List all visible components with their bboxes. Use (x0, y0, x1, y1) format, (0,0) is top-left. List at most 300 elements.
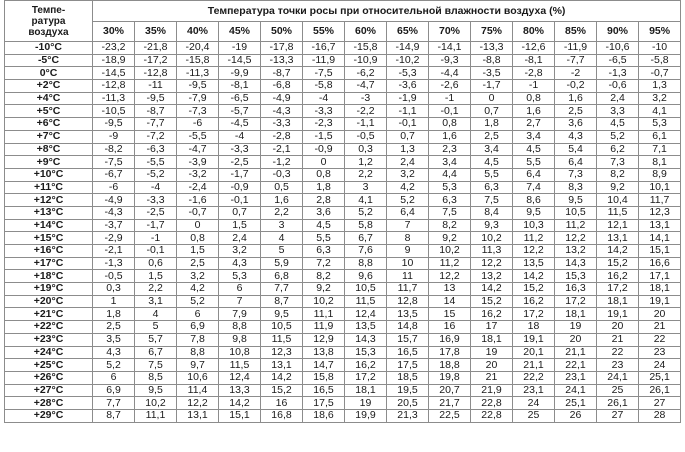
dew-point-cell: 6,7 (345, 232, 387, 245)
dew-point-cell: 5,8 (345, 219, 387, 232)
dew-point-cell: 0 (177, 219, 219, 232)
dew-point-cell: 17,2 (345, 371, 387, 384)
dew-point-cell: 20,1 (513, 346, 555, 359)
air-temperature-cell: +11°C (5, 181, 93, 194)
dew-point-cell: 13,1 (177, 409, 219, 422)
dew-point-cell: 15,8 (303, 371, 345, 384)
dew-point-cell: -12,8 (93, 80, 135, 93)
dew-point-cell: 14,1 (639, 232, 681, 245)
dew-point-cell: -10,2 (387, 54, 429, 67)
dew-point-cell: -1,6 (177, 194, 219, 207)
dew-point-cell: 7 (387, 219, 429, 232)
dew-point-cell: -1 (513, 80, 555, 93)
dew-point-cell: 2,5 (177, 257, 219, 270)
dew-point-cell: 1,3 (387, 143, 429, 156)
dew-point-cell: 22,8 (471, 409, 513, 422)
dew-point-cell: 6,2 (597, 143, 639, 156)
dew-point-cell: 4,3 (219, 257, 261, 270)
dew-point-cell: 12,3 (639, 206, 681, 219)
dew-point-cell: 19,1 (597, 308, 639, 321)
dew-point-cell: 8,2 (429, 219, 471, 232)
dew-point-cell: -10 (639, 42, 681, 55)
dew-point-cell: -13,3 (261, 54, 303, 67)
dew-point-cell: -21,8 (135, 42, 177, 55)
dew-point-cell: 10,2 (303, 295, 345, 308)
table-row (5, 54, 681, 67)
table-row (5, 181, 681, 194)
dew-point-cell: 24 (513, 397, 555, 410)
dew-point-cell: 6 (93, 371, 135, 384)
dew-point-cell: 19 (555, 321, 597, 334)
dew-point-cell: 20 (597, 321, 639, 334)
dew-point-cell: 4,5 (597, 118, 639, 131)
dew-point-cell: -20,4 (177, 42, 219, 55)
table-row (5, 245, 681, 258)
humidity-header-cell: 35% (135, 21, 177, 42)
dew-point-cell: 12,2 (429, 270, 471, 283)
dew-point-cell: 7,7 (261, 283, 303, 296)
dew-point-cell: -10,6 (597, 42, 639, 55)
table-row (5, 270, 681, 283)
dew-point-cell: 8,1 (639, 156, 681, 169)
dew-point-cell: 10,5 (345, 283, 387, 296)
air-temperature-cell: +9°C (5, 156, 93, 169)
dew-point-cell: 10,1 (639, 181, 681, 194)
table-row (5, 346, 681, 359)
dew-point-cell: 11,5 (597, 206, 639, 219)
dew-point-cell: -5,8 (303, 80, 345, 93)
dew-point-cell: 15,2 (261, 384, 303, 397)
table-row (5, 321, 681, 334)
dew-point-cell: 25,1 (555, 397, 597, 410)
dew-point-cell: 5,3 (219, 270, 261, 283)
air-temperature-cell: +16°C (5, 245, 93, 258)
dew-point-cell: -6,5 (219, 92, 261, 105)
dew-point-cell: 7,3 (555, 168, 597, 181)
dew-point-cell: 16,5 (303, 384, 345, 397)
dew-point-cell: 10,5 (261, 321, 303, 334)
dew-point-cell: 7,2 (303, 257, 345, 270)
dew-point-cell: -0,1 (219, 194, 261, 207)
dew-point-cell: -0,5 (93, 270, 135, 283)
dew-point-cell: 4,1 (345, 194, 387, 207)
dew-point-cell: 5,5 (513, 156, 555, 169)
dew-point-cell: 9 (387, 245, 429, 258)
dew-point-cell: 0,8 (429, 118, 471, 131)
dew-point-cell: 11,2 (429, 257, 471, 270)
table-row (5, 168, 681, 181)
dew-point-cell: 5,5 (303, 232, 345, 245)
air-temperature-cell: +8°C (5, 143, 93, 156)
dew-point-cell: 10,2 (471, 232, 513, 245)
dew-point-cell: 1,3 (639, 80, 681, 93)
dew-point-cell: -1,7 (471, 80, 513, 93)
dew-point-cell: -1,3 (93, 257, 135, 270)
dew-point-cell: 1,5 (135, 270, 177, 283)
table-row (5, 80, 681, 93)
air-temperature-cell: +26°C (5, 371, 93, 384)
dew-point-cell: -3 (345, 92, 387, 105)
dew-point-cell: 6 (219, 283, 261, 296)
air-temperature-cell: +14°C (5, 219, 93, 232)
dew-point-cell: 19,9 (345, 409, 387, 422)
dew-point-cell: -18,9 (93, 54, 135, 67)
dew-point-cell: 12,2 (555, 232, 597, 245)
dew-point-cell: -2,1 (93, 245, 135, 258)
dew-point-cell: 9,6 (345, 270, 387, 283)
dew-point-cell: -11,3 (93, 92, 135, 105)
dew-point-cell: 9,2 (429, 232, 471, 245)
dew-point-cell: 25 (513, 409, 555, 422)
humidity-header-cell: 80% (513, 21, 555, 42)
dew-point-cell: 14,2 (513, 270, 555, 283)
dew-point-cell: 9,8 (219, 333, 261, 346)
dew-point-cell: -0,1 (387, 118, 429, 131)
air-temperature-cell: +2°C (5, 80, 93, 93)
dew-point-cell: 8,3 (555, 181, 597, 194)
table-row (5, 219, 681, 232)
dew-point-cell: 14,3 (345, 333, 387, 346)
dew-point-cell: 14,7 (303, 359, 345, 372)
dew-point-cell: -1,7 (135, 219, 177, 232)
dew-point-cell: -4,9 (93, 194, 135, 207)
dew-point-cell: 26 (555, 409, 597, 422)
dew-point-cell: 15 (429, 308, 471, 321)
dew-point-cell: -2,8 (513, 67, 555, 80)
dew-point-cell: 7,3 (597, 156, 639, 169)
dew-point-cell: -6 (177, 118, 219, 131)
dew-point-cell: -0,9 (303, 143, 345, 156)
dew-point-cell: 1 (93, 295, 135, 308)
humidity-header-cell: 90% (597, 21, 639, 42)
dew-point-cell: 25,1 (639, 371, 681, 384)
dew-point-cell: -4,5 (219, 118, 261, 131)
dew-point-cell: -1,9 (387, 92, 429, 105)
dew-point-cell: 16 (261, 397, 303, 410)
dew-point-cell: 3 (345, 181, 387, 194)
dew-point-cell: -5,5 (177, 130, 219, 143)
dew-point-cell: 20 (471, 359, 513, 372)
air-temperature-cell: -10°C (5, 42, 93, 55)
dew-point-cell: -7,5 (303, 67, 345, 80)
dew-point-cell: 2,4 (219, 232, 261, 245)
dew-point-cell: 5,2 (345, 206, 387, 219)
dew-point-cell: -2,4 (177, 181, 219, 194)
dew-point-cell: 15,2 (597, 257, 639, 270)
dew-point-cell: 16,8 (261, 409, 303, 422)
dew-point-cell: 3 (261, 219, 303, 232)
dew-point-cell: 12,2 (471, 257, 513, 270)
air-temperature-cell: +29°C (5, 409, 93, 422)
table-title: Температура точки росы при относительной влажности воздуха (%) (93, 1, 681, 22)
dew-point-cell: -11,9 (303, 54, 345, 67)
dew-point-cell: 5,2 (93, 359, 135, 372)
table-row (5, 295, 681, 308)
dew-point-cell: 5,2 (177, 295, 219, 308)
dew-point-cell: 17,5 (303, 397, 345, 410)
dew-point-cell: -1,2 (261, 156, 303, 169)
dew-point-cell: 23,1 (555, 371, 597, 384)
dew-point-cell: 0,7 (219, 206, 261, 219)
dew-point-cell: 2,7 (513, 118, 555, 131)
dew-point-cell: 3,2 (177, 270, 219, 283)
dew-point-cell: 22,8 (471, 397, 513, 410)
dew-point-cell: -2,2 (345, 105, 387, 118)
air-temperature-cell: 0°C (5, 67, 93, 80)
table-row (5, 194, 681, 207)
air-temperature-cell: +20°C (5, 295, 93, 308)
dew-point-cell: -8,2 (93, 143, 135, 156)
table-row (5, 283, 681, 296)
table-row (5, 105, 681, 118)
dew-point-cell: -14,5 (93, 67, 135, 80)
dew-point-cell: 4,2 (177, 283, 219, 296)
dew-point-cell: -1,1 (345, 118, 387, 131)
dew-point-cell: 14,2 (219, 397, 261, 410)
dew-point-cell: 13,3 (219, 384, 261, 397)
dew-point-cell: -7,7 (135, 118, 177, 131)
dew-point-cell: 1,5 (177, 245, 219, 258)
dew-point-cell: 21 (471, 371, 513, 384)
dew-point-cell: 1,8 (471, 118, 513, 131)
air-temperature-cell: +21°C (5, 308, 93, 321)
dew-point-cell: -7,2 (135, 130, 177, 143)
dew-point-cell: 7,8 (177, 333, 219, 346)
dew-point-cell: -15,8 (177, 54, 219, 67)
dew-point-cell: 2,4 (387, 156, 429, 169)
dew-point-cell: 4,1 (639, 105, 681, 118)
dew-point-cell: -9 (93, 130, 135, 143)
dew-point-cell: 10,8 (219, 346, 261, 359)
table-row (5, 308, 681, 321)
dew-point-cell: -2,3 (303, 118, 345, 131)
dew-point-cell: 27 (597, 409, 639, 422)
dew-point-cell: 21,3 (387, 409, 429, 422)
dew-point-cell: -8,7 (135, 105, 177, 118)
dew-point-cell: -3,2 (177, 168, 219, 181)
dew-point-cell: 4,3 (555, 130, 597, 143)
dew-point-cell: -6,2 (345, 67, 387, 80)
dew-point-cell: -10,9 (345, 54, 387, 67)
dew-point-cell: -1,7 (219, 168, 261, 181)
dew-point-cell: 13,5 (387, 308, 429, 321)
dew-point-cell: 26,1 (597, 397, 639, 410)
dew-point-cell: 0,7 (471, 105, 513, 118)
dew-point-cell: 14,8 (387, 321, 429, 334)
air-temperature-header (5, 1, 93, 42)
dew-point-cell: 10,6 (177, 371, 219, 384)
dew-point-cell: 8,8 (177, 346, 219, 359)
dew-point-cell: 1,6 (429, 130, 471, 143)
dew-point-cell: 1,6 (513, 105, 555, 118)
air-temperature-cell: +5°C (5, 105, 93, 118)
dew-point-cell: -0,1 (429, 105, 471, 118)
dew-point-cell: -2,5 (219, 156, 261, 169)
dew-point-cell: -7,5 (93, 156, 135, 169)
dew-point-cell: -8,1 (219, 80, 261, 93)
dew-point-cell: -12,6 (513, 42, 555, 55)
dew-point-cell: -17,8 (261, 42, 303, 55)
dew-point-cell: -5,2 (135, 168, 177, 181)
table-row (5, 42, 681, 55)
dew-point-cell: 3,4 (429, 156, 471, 169)
dew-point-cell: -6,8 (261, 80, 303, 93)
dew-point-cell: 11,3 (471, 245, 513, 258)
dew-point-cell: -6,3 (135, 143, 177, 156)
dew-point-cell: 18,5 (387, 371, 429, 384)
dew-point-cell: -8,8 (471, 54, 513, 67)
dew-point-cell: 22,1 (555, 359, 597, 372)
table-row (5, 130, 681, 143)
air-temperature-cell: +22°C (5, 321, 93, 334)
dew-point-cell: -11,3 (177, 67, 219, 80)
dew-point-cell: 20,5 (387, 397, 429, 410)
humidity-header-cell: 55% (303, 21, 345, 42)
dew-point-cell: -4 (303, 92, 345, 105)
dew-point-cell: 17,5 (387, 359, 429, 372)
dew-point-cell: 4,3 (93, 346, 135, 359)
dew-point-cell: 12,2 (177, 397, 219, 410)
dew-point-cell: 17,2 (513, 308, 555, 321)
dew-point-cell: 11,5 (345, 295, 387, 308)
dew-point-cell: -1,1 (387, 105, 429, 118)
header-row-title (5, 1, 681, 22)
dew-point-cell: -0,7 (639, 67, 681, 80)
dew-point-cell: 0,7 (387, 130, 429, 143)
dew-point-cell: 13,5 (513, 257, 555, 270)
dew-point-cell: 6,3 (471, 181, 513, 194)
dew-point-cell: -6,5 (597, 54, 639, 67)
dew-point-cell: 9,5 (261, 308, 303, 321)
air-temperature-cell: +25°C (5, 359, 93, 372)
air-temperature-cell: -5°C (5, 54, 93, 67)
dew-point-cell: -1 (429, 92, 471, 105)
dew-point-cell: 15,2 (471, 295, 513, 308)
dew-point-cell: 8,8 (345, 257, 387, 270)
dew-point-cell: -4,3 (261, 105, 303, 118)
dew-point-table (4, 0, 681, 423)
dew-point-cell: 3,6 (303, 206, 345, 219)
dew-point-cell: 8,9 (639, 168, 681, 181)
table-row (5, 118, 681, 131)
dew-point-cell: 11,9 (303, 321, 345, 334)
dew-point-cell: -4,7 (177, 143, 219, 156)
dew-point-cell: 18,1 (597, 295, 639, 308)
dew-point-cell: -14,1 (429, 42, 471, 55)
air-temperature-header-line: воздуха (28, 26, 69, 38)
dew-point-cell: 3,4 (513, 130, 555, 143)
table-body (5, 1, 681, 423)
dew-point-cell: 9,3 (471, 219, 513, 232)
table-row (5, 206, 681, 219)
dew-point-cell: 9,7 (177, 359, 219, 372)
dew-point-cell: 13,1 (597, 232, 639, 245)
dew-point-cell: 9,2 (303, 283, 345, 296)
dew-point-cell: 5,2 (597, 130, 639, 143)
dew-point-cell: 4,4 (429, 168, 471, 181)
dew-point-cell: 5,3 (429, 181, 471, 194)
dew-point-cell: 16,2 (345, 359, 387, 372)
dew-point-cell: 6 (177, 308, 219, 321)
dew-point-cell: -9,5 (135, 92, 177, 105)
air-temperature-cell: +4°C (5, 92, 93, 105)
table-row (5, 232, 681, 245)
dew-point-cell: 2,5 (471, 130, 513, 143)
dew-point-cell: 8,7 (93, 409, 135, 422)
dew-point-cell: 5 (261, 245, 303, 258)
dew-point-cell: -3,9 (177, 156, 219, 169)
dew-point-cell: 18,1 (639, 283, 681, 296)
dew-point-cell: 3,3 (597, 105, 639, 118)
dew-point-cell: 7,5 (135, 359, 177, 372)
dew-point-cell: 11,7 (387, 283, 429, 296)
dew-point-cell: 24,1 (597, 371, 639, 384)
dew-point-cell: 11 (387, 270, 429, 283)
dew-point-cell: -9,3 (429, 54, 471, 67)
dew-point-cell: 19 (345, 397, 387, 410)
dew-point-cell: 7,4 (513, 181, 555, 194)
dew-point-cell: 8,8 (219, 321, 261, 334)
dew-point-cell: -1,3 (597, 67, 639, 80)
dew-point-cell: 11,5 (261, 333, 303, 346)
dew-point-cell: 3,2 (387, 168, 429, 181)
humidity-header-cell: 45% (219, 21, 261, 42)
dew-point-cell: 8,2 (303, 270, 345, 283)
humidity-header-cell: 95% (639, 21, 681, 42)
dew-point-cell: -12,8 (135, 67, 177, 80)
table-row (5, 143, 681, 156)
dew-point-cell: 22,5 (429, 409, 471, 422)
dew-point-cell: 6,4 (513, 168, 555, 181)
dew-point-cell: -3,7 (93, 219, 135, 232)
dew-point-cell: -9,5 (93, 118, 135, 131)
air-temperature-cell: +15°C (5, 232, 93, 245)
dew-point-cell: 17,2 (555, 295, 597, 308)
dew-point-cell: -7,9 (177, 92, 219, 105)
air-temperature-cell: +12°C (5, 194, 93, 207)
dew-point-cell: 11,5 (219, 359, 261, 372)
humidity-header-cell: 50% (261, 21, 303, 42)
dew-point-cell: 0,8 (303, 168, 345, 181)
humidity-header-cell: 75% (471, 21, 513, 42)
humidity-header-cell: 70% (429, 21, 471, 42)
dew-point-cell: 13,2 (471, 270, 513, 283)
dew-point-cell: -2,5 (135, 206, 177, 219)
dew-point-cell: 17,1 (639, 270, 681, 283)
dew-point-cell: -0,6 (597, 80, 639, 93)
dew-point-cell: 15,1 (639, 245, 681, 258)
dew-point-cell: -14,9 (387, 42, 429, 55)
dew-point-cell: 6,7 (135, 346, 177, 359)
dew-point-cell: -0,3 (261, 168, 303, 181)
dew-point-cell: -23,2 (93, 42, 135, 55)
dew-point-cell: 11,2 (513, 232, 555, 245)
dew-point-cell: 18,1 (555, 308, 597, 321)
dew-point-cell: -3,3 (261, 118, 303, 131)
dew-point-cell: 13,5 (345, 321, 387, 334)
dew-point-cell: 26,1 (639, 384, 681, 397)
dew-point-cell: 7,6 (345, 245, 387, 258)
table-row (5, 333, 681, 346)
dew-point-cell: -16,7 (303, 42, 345, 55)
dew-point-cell: -2,6 (429, 80, 471, 93)
dew-point-cell: 19,8 (429, 371, 471, 384)
dew-point-cell: 8,2 (597, 168, 639, 181)
dew-point-cell: -3,5 (471, 67, 513, 80)
dew-point-cell: 6,3 (429, 194, 471, 207)
dew-point-cell: 16,9 (429, 333, 471, 346)
dew-point-cell: -5,8 (639, 54, 681, 67)
